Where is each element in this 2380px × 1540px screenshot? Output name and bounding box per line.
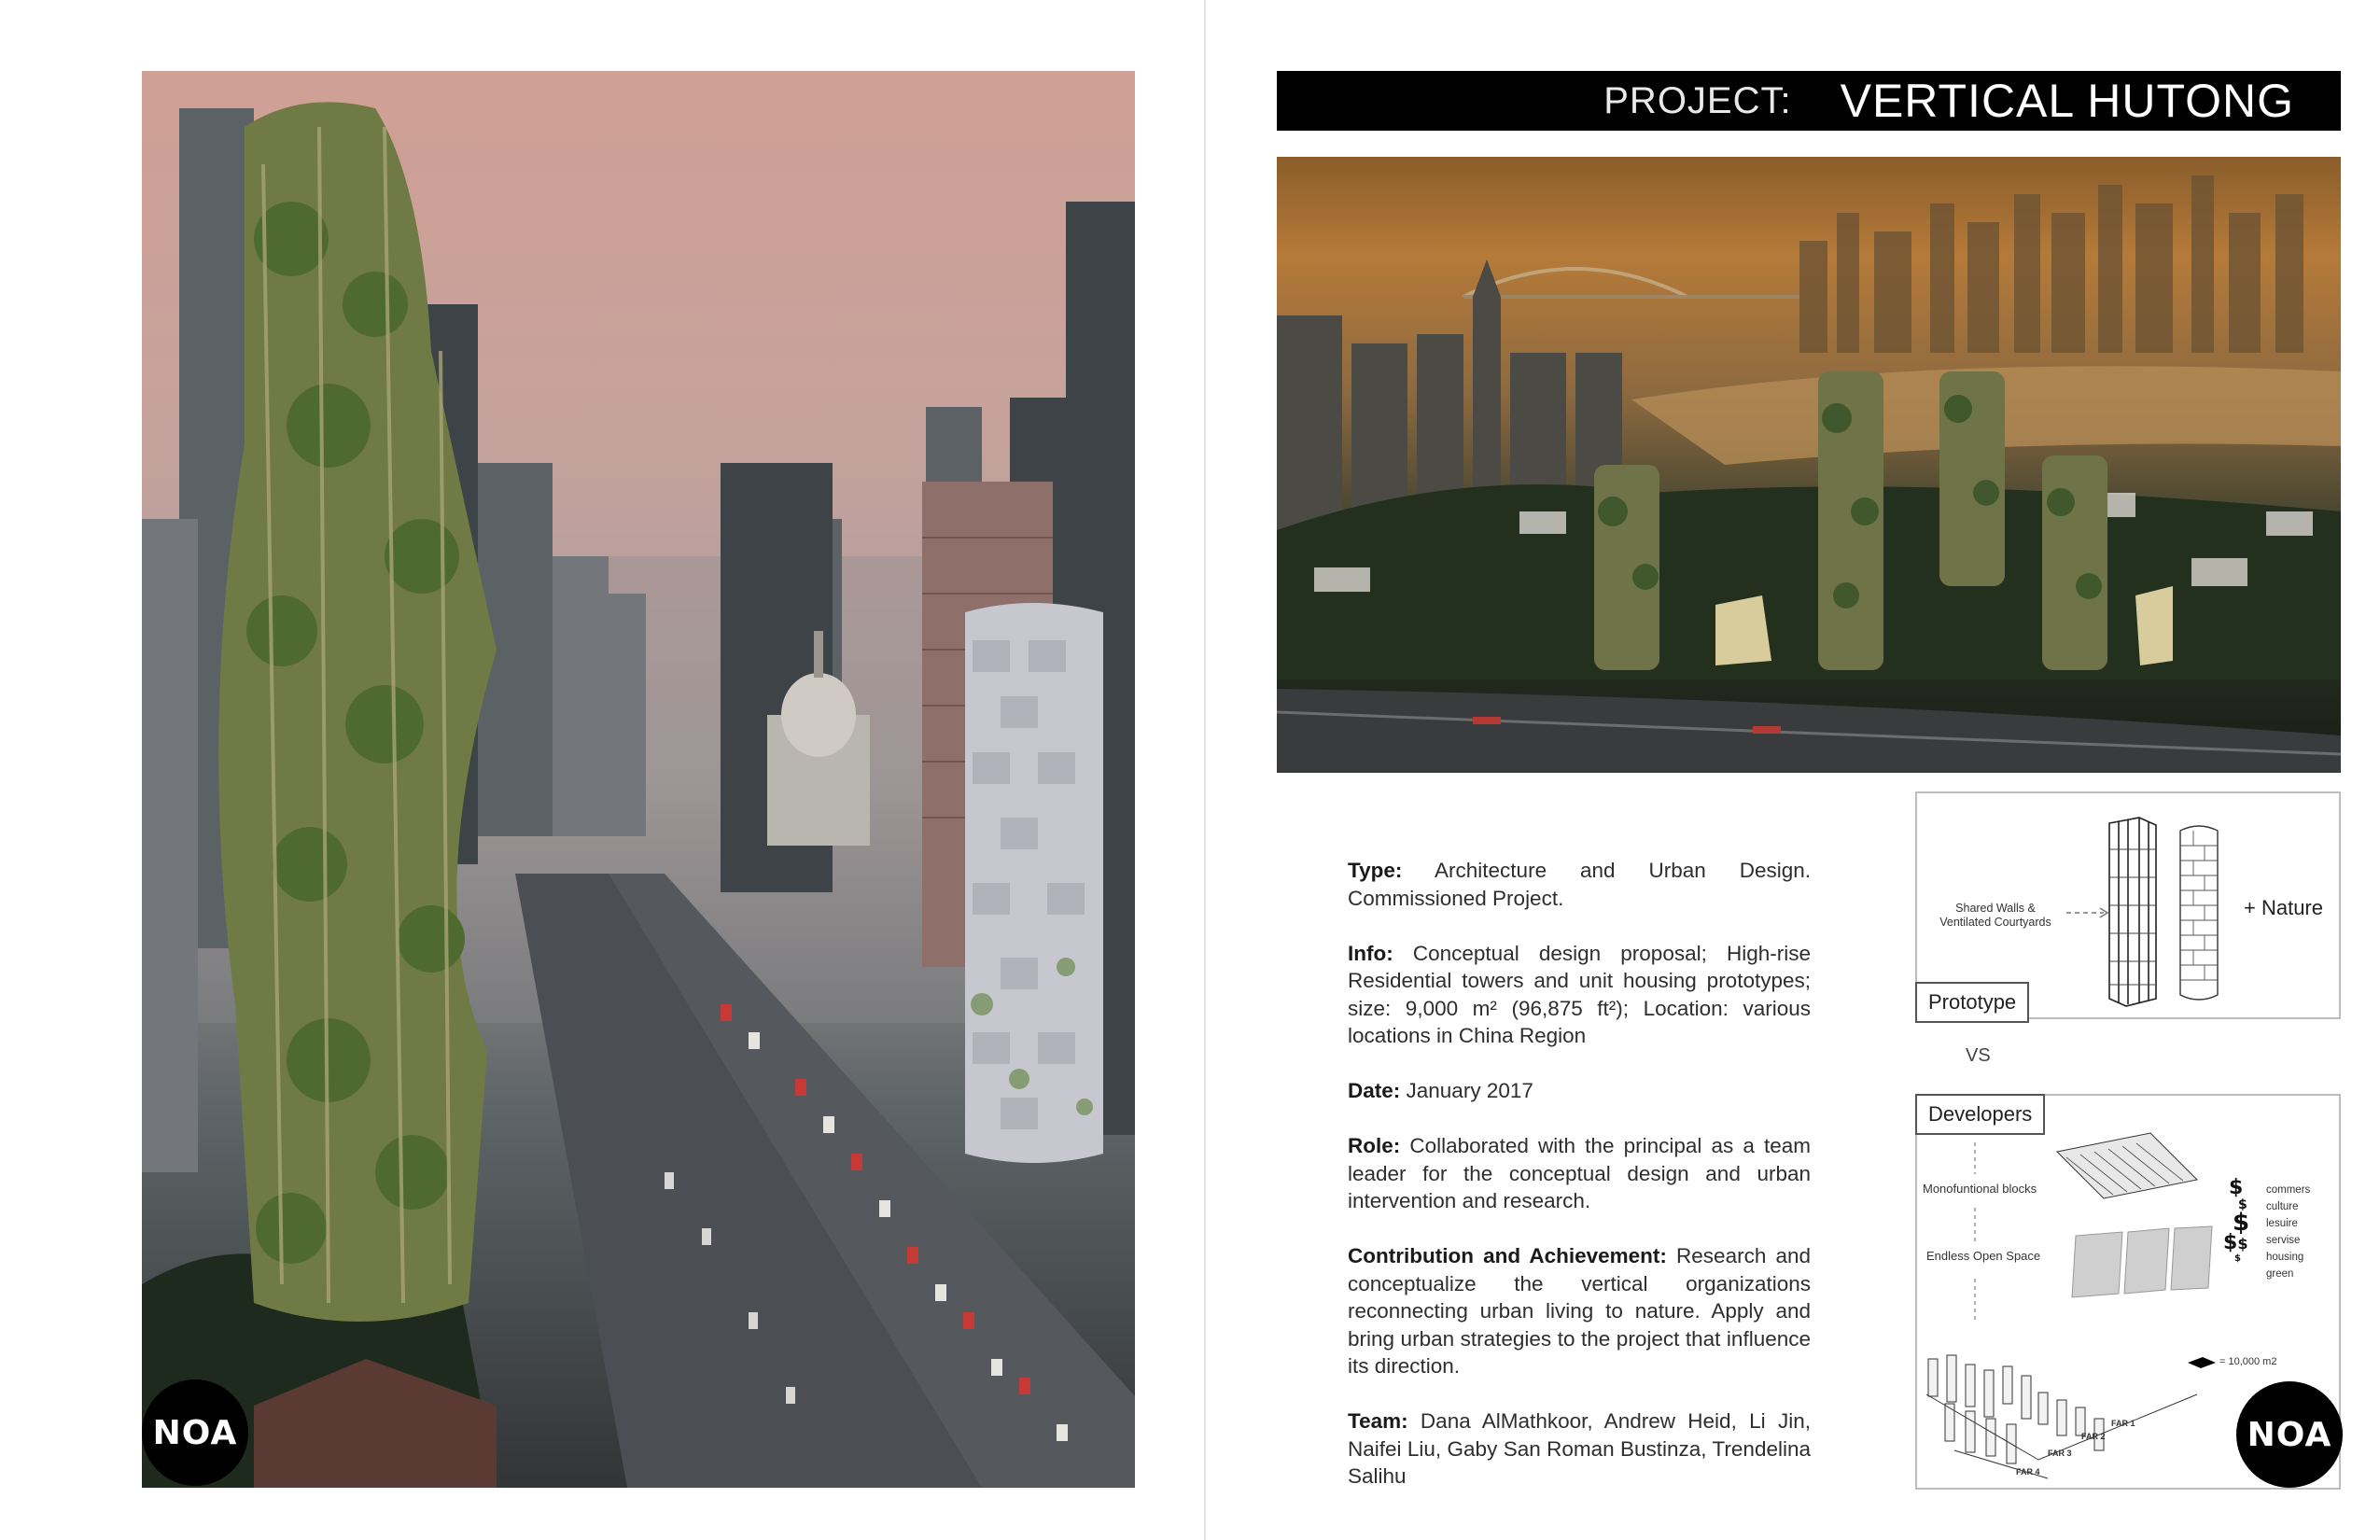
info-contribution-text: Research and conceptualize the vertical organizations reconnecting urban living to nature. Apply and bring urban strategies to the project that influence its direction. <box>1348 1244 1812 1378</box>
nature-label: + Nature <box>2244 896 2323 919</box>
far-label-2: FAR 2 <box>2081 1432 2106 1441</box>
info-date-label: Date: <box>1348 1079 1401 1102</box>
noa-logo-text: NOA <box>2247 1415 2332 1454</box>
info-type-text: Architecture and Urban Design. Commissioned Project. <box>1348 859 1811 910</box>
city-rendering-photo <box>1277 157 2341 773</box>
note-line-1: Shared Walls & <box>1955 902 2036 915</box>
info-contribution <box>1348 1242 1811 1380</box>
vs-label: VS <box>1966 1045 1991 1066</box>
far-label-3: FAR 3 <box>2048 1449 2072 1458</box>
developers-tag: Developers <box>1915 1094 2045 1135</box>
tower-rendering-image <box>142 71 1135 1488</box>
legend-housing: housing <box>2266 1252 2304 1263</box>
info-role-text: Collaborated with the principal as a team leader for the conceptual design and urban intervention and research. <box>1348 1134 1811 1212</box>
scale-note: = 10,000 m2 <box>2219 1356 2277 1367</box>
info-date-text: January 2017 <box>1400 1079 1533 1102</box>
info-team-label: Team: <box>1348 1409 1408 1433</box>
step-endless-open-space: Endless Open Space <box>1926 1249 2041 1263</box>
legend-servise: servise <box>2266 1235 2301 1246</box>
project-info <box>1348 857 1811 1518</box>
info-info-label: Info: <box>1348 941 1393 965</box>
noa-logo <box>2236 1381 2343 1488</box>
info-info-text: Conceptual design proposal; High-rise Residential towers and unit housing prototypes; size: 9,000 m² (96,875 ft²); Location: various locations in China Region <box>1348 941 1811 1047</box>
step-monofunctional-blocks: Monofuntional blocks <box>1923 1182 2037 1196</box>
noa-logo <box>142 1379 248 1486</box>
noa-logo-text: NOA <box>152 1413 238 1452</box>
info-type-label: Type: <box>1348 859 1403 882</box>
info-team <box>1348 1407 1811 1491</box>
far-label-1: FAR 1 <box>2111 1419 2135 1428</box>
project-title-bar <box>1277 71 2341 131</box>
info-team-text: Dana AlMathkoor, Andrew Heid, Li Jin, Naifei Liu, Gaby San Roman Bustinza, Trendelina Salihu <box>1348 1409 1811 1488</box>
note-line-2: Ventilated Courtyards <box>1939 916 2051 929</box>
prototype-tag: Prototype <box>1915 982 2029 1023</box>
prototype-diagram <box>1915 791 2341 1019</box>
info-contribution-label: Contribution and Achievement: <box>1348 1244 1667 1267</box>
legend-commers: commers <box>2266 1184 2311 1196</box>
legend-culture: culture <box>2266 1201 2299 1212</box>
info-date <box>1348 1077 1811 1105</box>
info-type <box>1348 857 1811 912</box>
legend-lesuire: lesuire <box>2266 1218 2298 1229</box>
page-divider <box>1204 0 1206 1540</box>
legend-green: green <box>2266 1268 2294 1280</box>
info-role <box>1348 1132 1811 1215</box>
far-label-4: FAR 4 <box>2016 1467 2040 1477</box>
usage-legend <box>2266 1182 2310 1282</box>
project-title: VERTICAL HUTONG <box>1840 75 2294 127</box>
dollar-signs-icon: $ $ $ $$ $ <box>2223 1176 2250 1264</box>
info-role-label: Role: <box>1348 1134 1401 1157</box>
info-info <box>1348 940 1811 1050</box>
title-prefix: PROJECT: <box>1603 79 1792 121</box>
